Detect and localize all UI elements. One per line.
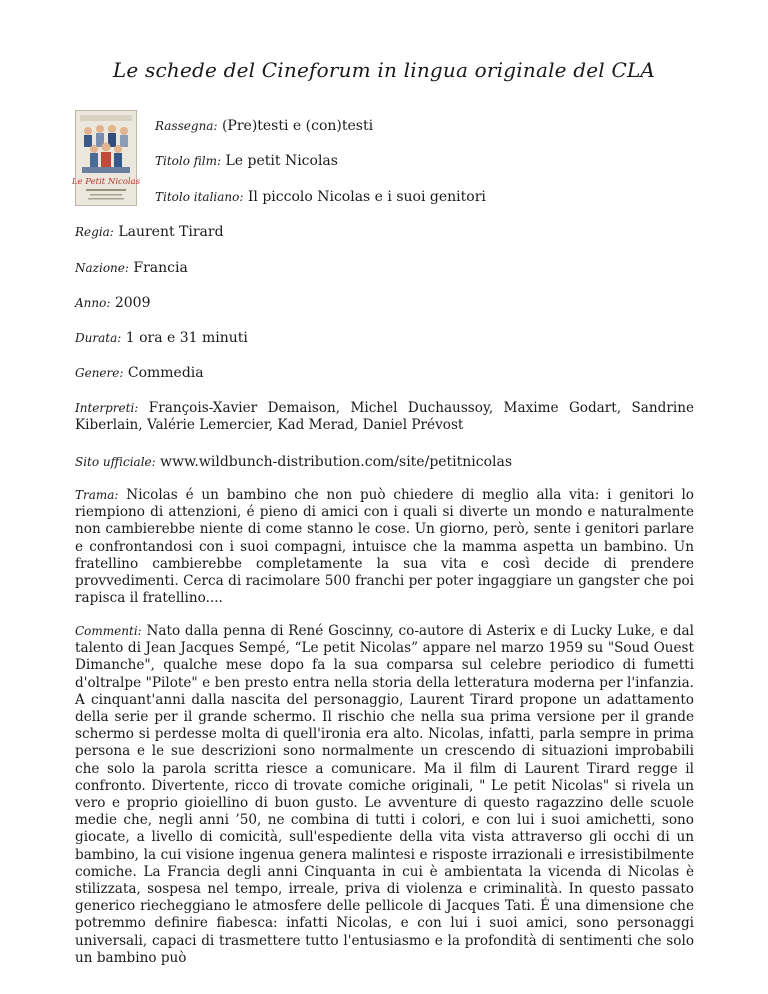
field-commenti [75,623,694,967]
field-trama [75,487,694,607]
label-titolo-italiano: Titolo italiano: [155,190,244,204]
value-rassegna: (Pre)testi e (con)testi [221,118,374,134]
label-durata: Durata: [75,331,122,345]
value-anno: 2009 [114,295,151,311]
field-titolo-italiano [155,187,486,207]
label-nazione: Nazione: [75,261,129,275]
field-regia [75,222,224,242]
value-commenti: Nato dalla penna di René Goscinny, co-autore di Asterix e di Lucky Luke, e dal talento di Jean Jacques Sempé, “Le petit Nicolas” appare nel marzo 1959 su "Soud Ouest Dimanche", qualche mese dopo fa la sua comparsa sul celebre periodico di fumetti d'oltralpe "Pilote" e ben presto entra nella storia della letteratura moderna per l'infanzia. A cinquant'anni dalla nascita del personaggio, Laurent Tirard propone un adattamento della serie per il grande schermo. Il rischio che nella sua prima versione per il grande schermo si perdesse molta di quell'ironia era alto. Nicolas, infatti, parla sempre in prima persona e le sue descrizioni sono normalmente un crescendo di situazioni improbabili che solo la parola scritta riesce a comunicare. Ma il film di Laurent Tirard regge il confronto. Divertente, ricco di trovate comiche originali, " Le petit Nicolas" si rivela un vero e proprio gioiellino di buon gusto. Le avventure di questo ragazzino delle scuole medie che, negli anni ’50, ne combina di tutti i colori, e con lui i suoi amichetti, sono giocate, a livello di comicità, sull'espediente della vita vista attraverso gli occhi di un bambino, la cui visione ingenua genera malintesi e risposte irrazionali e irresistibilmente comiche. La Francia degli anni Cinquanta in cui è ambientata la vicenda di Nicolas è stilizzata, sospesa nel tempo, irreale, priva di violenza e criminalità. In questo passato generico riecheggiano le atmosfere delle pellicole di Jacques Tati. É una dimensione che potremmo definire fiabesca: infatti Nicolas, e con lui i suoi amici, sono personaggi universali, capaci di trasmettere tutto l'entusiasmo e la profondità di sentimenti che solo un bambino può [75,623,694,966]
label-interpreti: Interpreti: [75,401,139,415]
value-interpreti: François-Xavier Demaison, Michel Duchaussoy, Maxime Godart, Sandrine Kiberlain, Valérie Lemercier, Kad Merad, Daniel Prévost [75,400,694,434]
label-genere: Genere: [75,366,124,380]
label-regia: Regia: [75,225,114,239]
label-commenti: Commenti: [75,624,142,638]
movie-poster [71,110,141,206]
label-rassegna: Rassegna: [155,119,218,133]
field-interpreti [75,400,694,434]
value-genere: Commedia [127,365,204,381]
field-titolo-film [155,151,338,171]
value-regia: Laurent Tirard [118,224,224,240]
field-genere [75,363,204,383]
field-sito [75,452,512,472]
poster-illustration [71,111,141,205]
label-titolo-film: Titolo film: [155,154,222,168]
field-rassegna [155,116,373,136]
value-sito: www.wildbunch-distribution.com/site/petitnicolas [160,454,513,470]
field-durata [75,328,248,348]
value-durata: 1 ora e 31 minuti [125,330,248,346]
label-anno: Anno: [75,296,111,310]
poster-title: Le Petit Nicolas [71,177,141,187]
page-title: Le schede del Cineforum in lingua originale del CLA [112,58,656,82]
value-nazione: Francia [133,260,188,276]
field-anno [75,293,150,313]
label-sito: Sito ufficiale: [75,455,156,469]
value-titolo-film: Le petit Nicolas [225,153,338,169]
label-trama: Trama: [75,488,119,502]
value-trama: Nicolas é un bambino che non può chiedere di meglio alla vita: i genitori lo riempiono di attenzioni, é pieno di amici con i quali si diverte un mondo e naturalmente non cambierebbe niente di come stanno le cose. Un giorno, però, sente i genitori parlare e confrontandosi con i suoi compagni, intuisce che la mamma aspetta un bambino. Un fratellino cambierebbe completamente la sua vita e così decide di prendere provvedimenti. Cerca di racimolare 500 franchi per poter ingaggiare un gangster che poi rapisca il fratellino.... [75,487,694,607]
value-titolo-italiano: Il piccolo Nicolas e i suoi genitori [247,189,486,205]
field-nazione [75,258,188,278]
